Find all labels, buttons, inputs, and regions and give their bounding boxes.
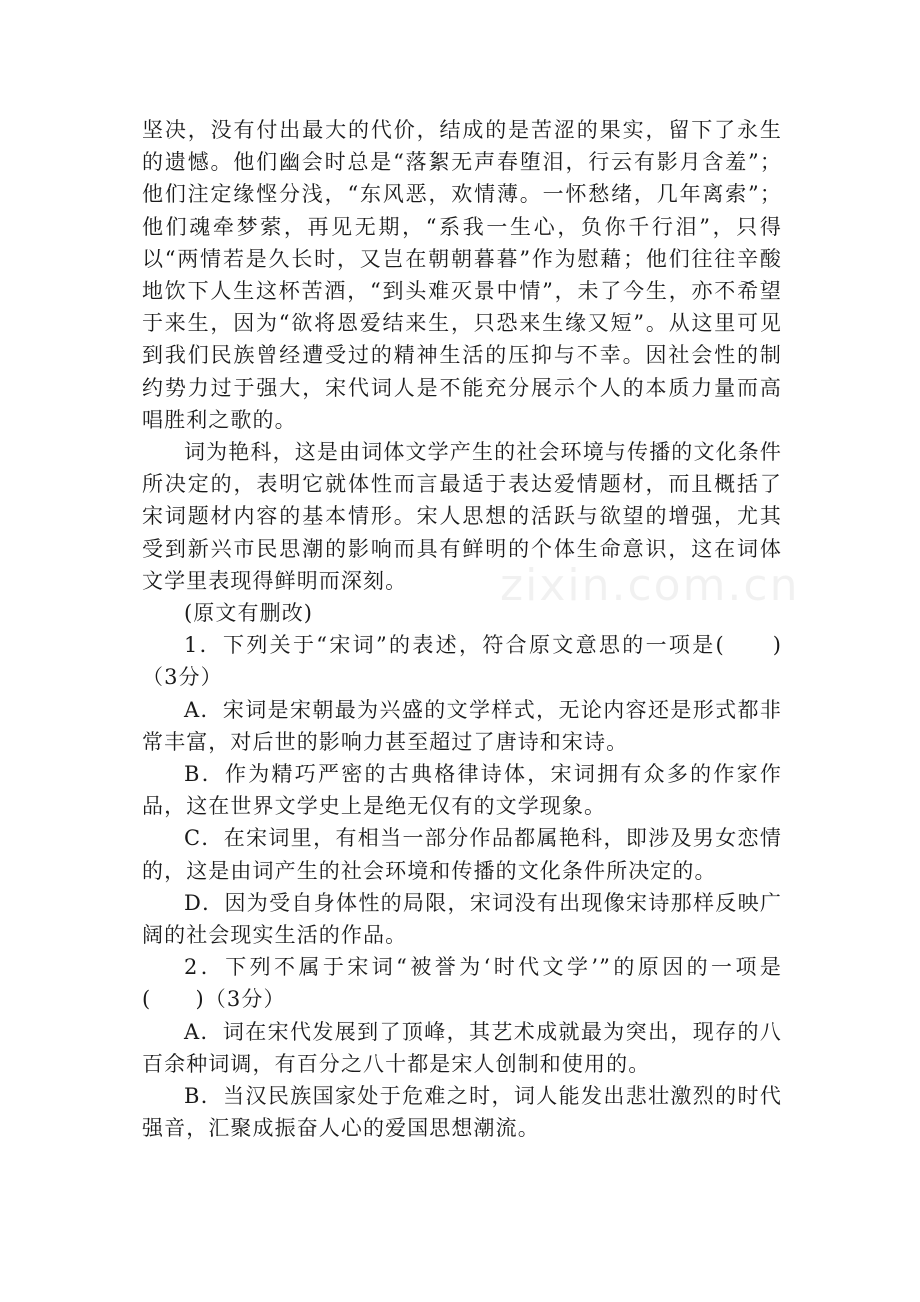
question-1-option-b: B．作为精巧严密的古典格律诗体，宋词拥有众多的作家作品，这在世界文学史上是绝无仅有的文学现象。 (142, 762, 782, 819)
question-2-option-a: A．词在宋代发展到了顶峰，其艺术成就最为突出，现存的八百余种词调，有百分之八十都是宋人创制和使用的。 (142, 1019, 782, 1076)
watermark: zixin.com.cn (500, 560, 800, 611)
question-1-option-c: C．在宋词里，有相当一部分作品都属艳科，即涉及男女恋情的，这是由词产生的社会环境和传播的文化条件所决定的。 (142, 826, 782, 883)
document-body (142, 114, 782, 1145)
paragraph-continuation: 坚决，没有付出最大的代价，结成的是苦涩的果实，留下了永生的遗憾。他们幽会时总是“落絮无声春堕泪，行云有影月含羞”；他们注定缘悭分浅，“东风恶，欢情薄。一怀愁绪，几年离索”；他们魂牵梦萦，再见无期，“系我一生心，负你千行泪”，只得以“两情若是久长时，又岂在朝朝暮暮”作为慰藉；他们往往辛酸地饮下人生这杯苦酒，“到头难灭景中情”，未了今生，亦不希望于来生，因为“欲将恩爱结来生，只恐来生缘又短”。从这里可见到我们民族曾经遭受过的精神生活的压抑与不幸。因社会性的制约势力过于强大，宋代词人是不能充分展示个人的本质力量而高唱胜利之歌的。 (142, 118, 782, 432)
question-2-option-b: B．当汉民族国家处于危难之时，词人能发出悲壮激烈的时代强音，汇聚成振奋人心的爱国思想潮流。 (142, 1084, 782, 1141)
question-1-option-d: D．因为受自身体性的局限，宋词没有出现像宋诗那样反映广阔的社会现实生活的作品。 (142, 890, 782, 948)
paragraph-ci-yanke: 词为艳科，这是由词体文学产生的社会环境与传播的文化条件所决定的，表明它就体性而言最适于表达爱情题材，而且概括了宋词题材内容的基本情形。宋人思想的活跃与欲望的增强，尤其受到新兴市民思潮的影响而具有鲜明的个体生命意识，这在词体文学里表现得鲜明而深刻。 (142, 440, 782, 593)
question-1: 1．下列关于“宋词”的表述，符合原文意思的一项是( )（3分） (142, 633, 782, 690)
question-2: 2．下列不属于宋词“被誉为‘时代文学’”的原因的一项是( )（3分） (142, 955, 782, 1012)
source-note: (原文有删改) (184, 601, 314, 626)
question-1-option-a: A．宋词是宋朝最为兴盛的文学样式，无论内容还是形式都非常丰富，对后世的影响力甚至超过了唐诗和宋诗。 (142, 697, 782, 754)
